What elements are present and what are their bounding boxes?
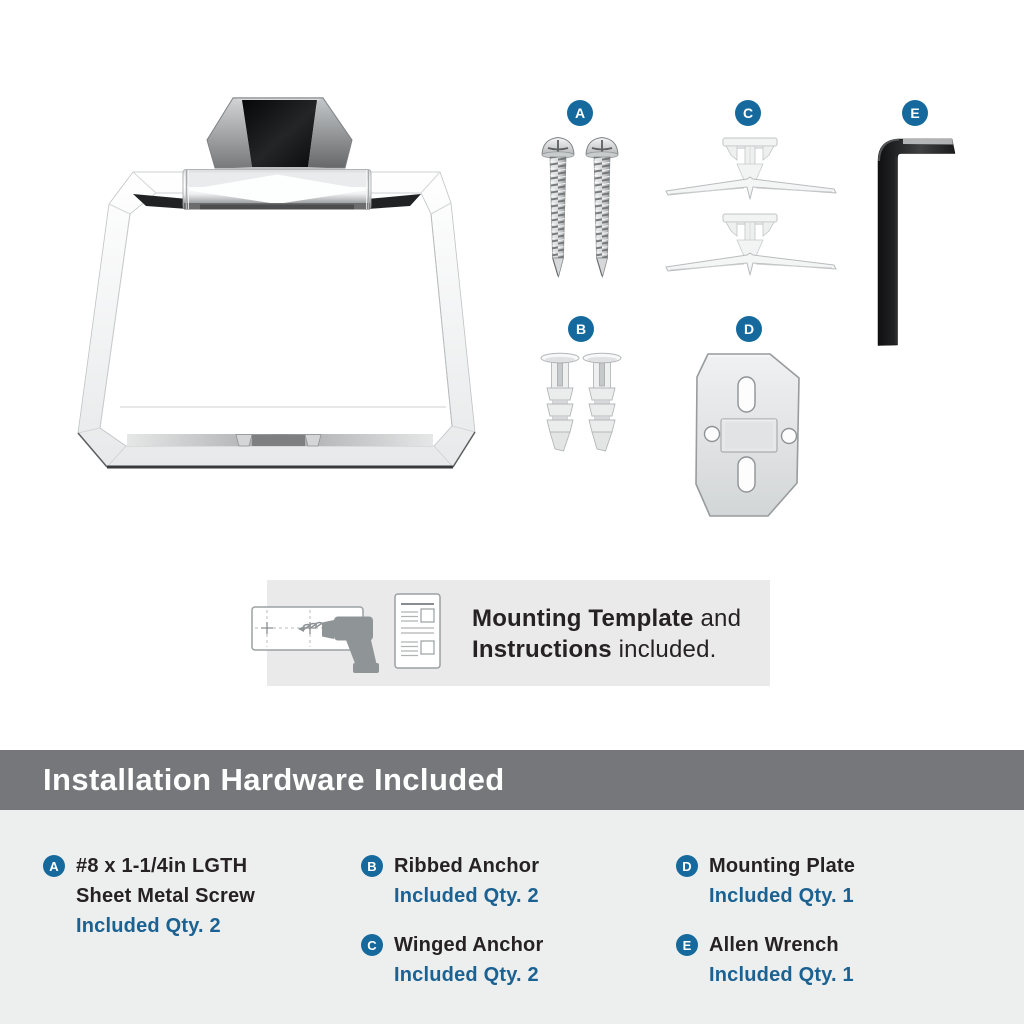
marker-d-badge: D [736, 316, 762, 342]
instructions-text-bold: Instructions [472, 636, 612, 663]
hardware-list [0, 810, 1024, 1024]
screw-icon [586, 138, 618, 278]
towel-ring-post [207, 98, 352, 169]
item-b-text [394, 851, 539, 911]
template-text-bold: Mounting Template [472, 605, 694, 632]
item-c-badge: C [361, 934, 383, 956]
section-header [0, 750, 1024, 810]
item-b-badge: B [361, 855, 383, 877]
item-qty: Included Qty. 2 [394, 885, 539, 907]
item-name: Ribbed Anchor [394, 855, 540, 877]
item-d-text [709, 851, 855, 911]
item-name: Sheet Metal Screw [76, 885, 256, 907]
item-c-text [394, 930, 543, 990]
item-qty: Included Qty. 1 [709, 885, 854, 907]
marker-c-badge: C [735, 100, 761, 126]
ribbed-anchor-icon [583, 353, 621, 451]
item-name: Mounting Plate [709, 855, 856, 877]
marker-b-badge: B [568, 316, 594, 342]
item-name: Allen Wrench [709, 934, 839, 956]
item-a-badge: A [43, 855, 65, 877]
winged-anchor-icons [666, 138, 836, 275]
template-banner-icons [245, 585, 445, 680]
item-name: Winged Anchor [394, 934, 544, 956]
item-qty: Included Qty. 2 [76, 915, 221, 937]
ribbed-anchor-icon [541, 353, 579, 451]
mounting-plate-icon [696, 354, 799, 516]
hardware-item-e [676, 930, 854, 990]
winged-anchor-icon [666, 138, 836, 199]
hardware-item-a [43, 851, 255, 941]
section-title: Installation Hardware Included [43, 762, 505, 797]
item-e-badge: E [676, 934, 698, 956]
mounting-template-text: Mounting Template and Instructions included. [472, 605, 742, 663]
item-name: #8 x 1-1/4in LGTH [76, 855, 248, 877]
item-d-badge: D [676, 855, 698, 877]
item-e-text [709, 930, 854, 990]
instructions-document-icon [395, 594, 440, 668]
towel-ring-illustration [78, 98, 475, 468]
screw-icons [542, 138, 618, 278]
item-a-text [76, 851, 255, 941]
towel-ring-bar [183, 170, 371, 210]
marker-a-badge: A [567, 100, 593, 126]
item-qty: Included Qty. 2 [394, 964, 539, 986]
hardware-item-b [361, 851, 539, 911]
marker-e-badge: E [902, 100, 928, 126]
item-qty: Included Qty. 1 [709, 964, 854, 986]
hardware-item-c [361, 930, 543, 990]
hardware-item-d [676, 851, 855, 911]
ribbed-anchor-icons [541, 353, 621, 451]
screw-icon [542, 138, 574, 278]
winged-anchor-icon [666, 214, 836, 275]
allen-wrench-icon [878, 139, 955, 346]
